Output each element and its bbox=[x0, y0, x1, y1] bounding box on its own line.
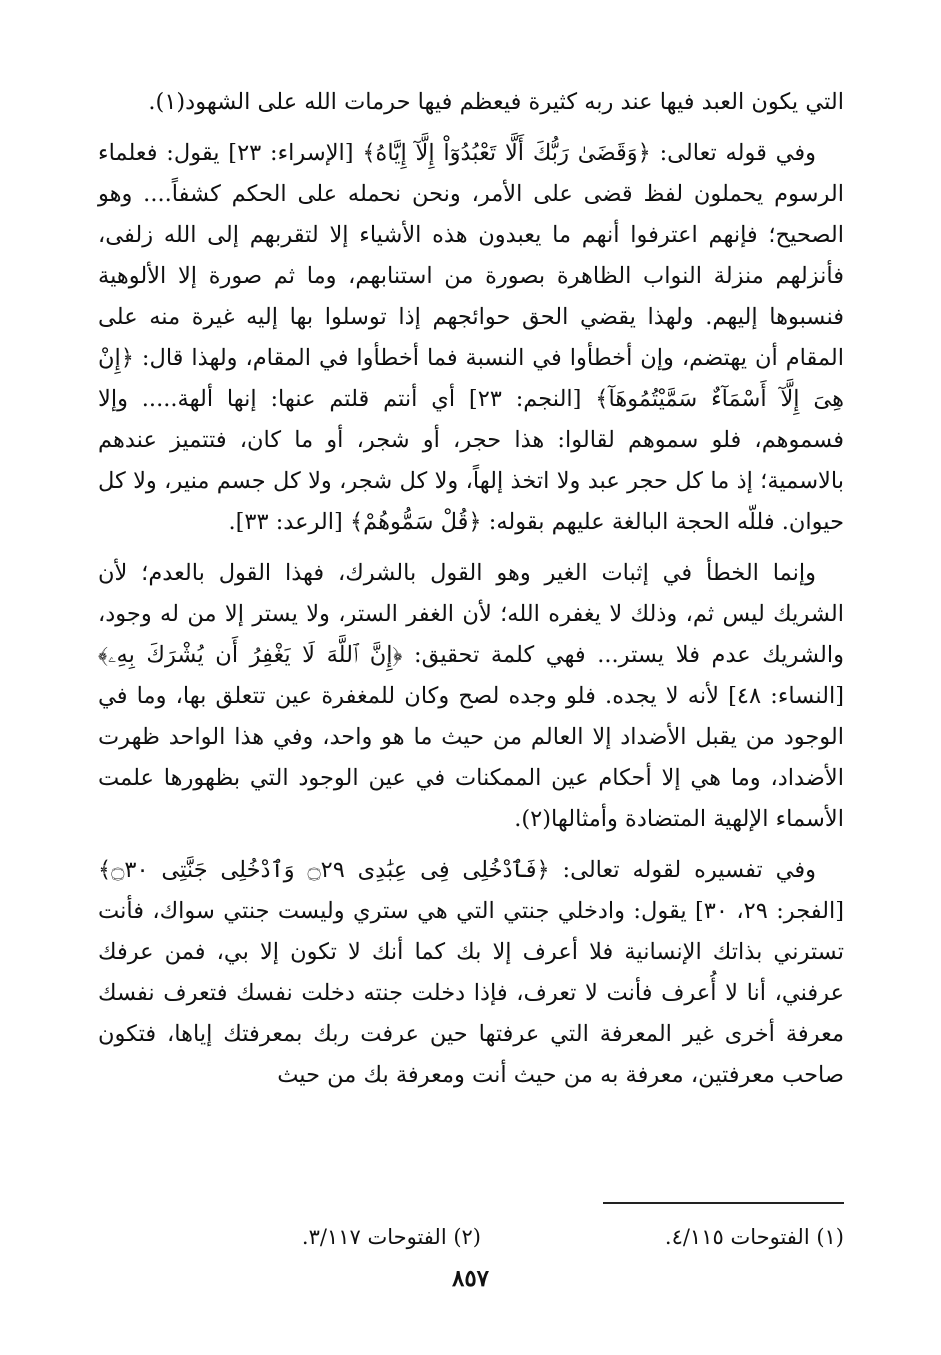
footnote-1: (١) الفتوحات ٤/١١٥. bbox=[664, 1225, 844, 1249]
paragraph-1: التي يكون العبد فيها عند ربه كثيرة فيعظم فيها حرمات الله على الشهود(١). bbox=[148, 89, 844, 115]
paragraph-2: وفي قوله تعالى: ﴿وَقَضَىٰ رَبُّكَ أَلَّا تَعْبُدُوٓاْ إِلَّآ إِيَّاهُ﴾ [الإسراء: ٢٣] يقول: فعلماء الرسوم يحملون لفظ قضى على الأمر، ونحن نحمله على الحكم كشفاً.... وهو الصحيح؛ فإنهم اعترفوا أنهم ما يعبدون هذه الأشياء إلا لتقربهم إلى الله زلفى، فأنزلهم منزلة النواب الظاهرة بصورة من استنابهم، وما ثم صورة إلا الألوهية فنسبوها إليهم. ولهذا يقضي الحق حوائجهم إذا توسلوا بها إليه غيرة منه على المقام أن يهتضم، وإن أخطأوا في النسبة فما أخطأوا في المقام، ولهذا قال: ﴿إِنْ هِىَ إِلَّآ أَسْمَآءٌ سَمَّيْتُمُوهَآ﴾ [النجم: ٢٣] أي أنتم قلتم عنها: إنها ألهة..... وإلا فسموهم، فلو سموهم لقالوا: هذا حجر، أو شجر، أو ما كان، فتتميز عندهم بالاسمية؛ إذ ما كل حجر عبد ولا اتخذ إلهاً، ولا كل شجر، ولا كل جسم منير، ولا كل حيوان. فللّه الحجة البالغة عليهم بقوله: ﴿قُلْ سَمُّوهُمْ﴾ [الرعد: ٣٣]. bbox=[98, 140, 844, 535]
paragraph-4: وفي تفسيره لقوله تعالى: ﴿فَٱدْخُلِى فِى عِبَٰدِى ۝٢٩ وَٱدْخُلِى جَنَّتِى ۝٣٠﴾ [الفجر: ٢٩، ٣٠] يقول: وادخلي جنتي التي هي ستري وليست جنتي سواك، فأنت تسترني بذاتك الإنسانية فلا أعرف إلا بك كما أنك لا تكون إلا بي، فمن عرفك عرفني، أنا لا أُعرف فأنت لا تعرف، فإذا دخلت جنته دخلت نفسك فتعرف نفسك معرفة أخرى غير المعرفة التي عرفتها حين عرفت ربك بمعرفتك إياها، فتكون صاحب معرفتين، معرفة به من حيث أنت ومعرفة بك من حيث bbox=[98, 857, 844, 1088]
footnote-divider bbox=[603, 1202, 844, 1204]
page-number: ٨٥٧ bbox=[451, 1265, 490, 1292]
footnote-2: (٢) الفتوحات ٣/١١٧. bbox=[301, 1225, 481, 1249]
paragraph-3: وإنما الخطأ في إثبات الغير وهو القول بالشرك، فهذا القول بالعدم؛ لأن الشريك ليس ثم، وذلك لا يغفره الله؛ لأن الغفر الستر، ولا يستر إلا من له وجود، والشريك عدم فلا يستر... فهي كلمة تحقيق: ﴿إِنَّ ٱللَّهَ لَا يَغْفِرُ أَن يُشْرَكَ بِهِۦ﴾ [النساء: ٤٨] لأنه لا يجده. فلو وجده لصح وكان للمغفرة عين تتعلق بها، وما في الوجود من يقبل الأضداد إلا العالم من حيث ما هو واحد، وفي هذا الواحد ظهرت الأضداد، وما هي إلا أحكام عين الممكنات في عين الوجود التي بظهورها علمت الأسماء الإلهية المتضادة وأمثالها(٢). bbox=[98, 560, 845, 832]
main-text bbox=[98, 82, 844, 1106]
